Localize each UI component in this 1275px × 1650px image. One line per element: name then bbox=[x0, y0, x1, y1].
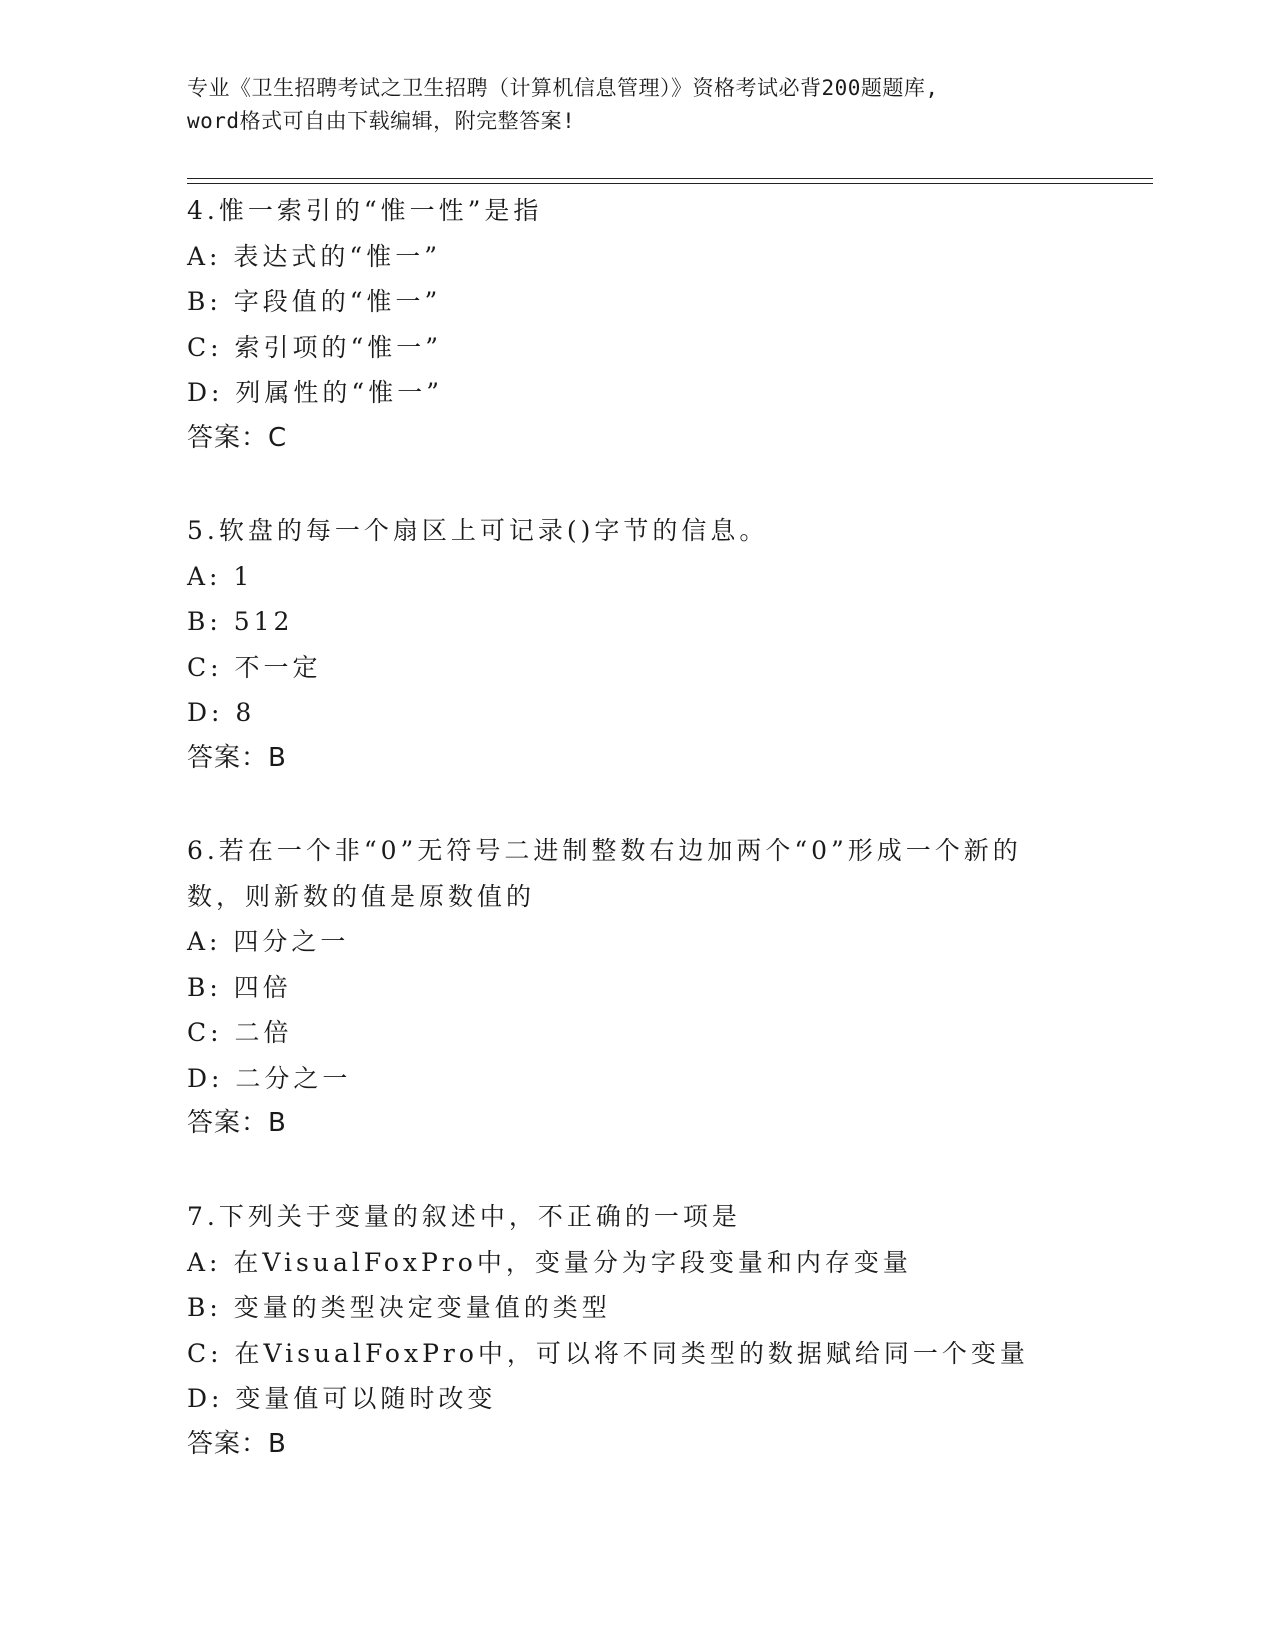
option-b: B: 四倍 bbox=[187, 972, 292, 1002]
answer-line: 答案：B bbox=[187, 1108, 287, 1138]
option-a: A: 四分之一 bbox=[187, 927, 350, 956]
header-divider-bottom bbox=[187, 183, 1153, 184]
header-line-2: word格式可自由下载编辑，附完整答案! bbox=[187, 109, 576, 133]
option-c: C: 在VisualFoxPro中，可以将不同类型的数据赋给同一个变量 bbox=[187, 1338, 1029, 1368]
option-b: B: 512 bbox=[187, 607, 294, 636]
option-a: A: 在VisualFoxPro中，变量分为字段变量和内存变量 bbox=[187, 1247, 912, 1277]
answer-line: 答案：B bbox=[187, 742, 287, 773]
answer-line: 答案：B bbox=[187, 1428, 287, 1459]
option-a: A: 表达式的“惟一” bbox=[187, 241, 441, 271]
option-d: D: 8 bbox=[187, 698, 256, 727]
option-d: D: 变量值可以随时改变 bbox=[187, 1384, 497, 1413]
question-stem: 5.软盘的每一个扇区上可记录()字节的信息。 bbox=[187, 516, 769, 545]
option-c: C: 二倍 bbox=[187, 1018, 293, 1047]
question-7 bbox=[187, 1194, 1087, 1467]
question-5 bbox=[187, 508, 1087, 781]
option-c: C: 不一定 bbox=[187, 652, 322, 682]
header-line-1: 专业《卫生招聘考试之卫生招聘（计算机信息管理）》资格考试必背200题题库, bbox=[187, 76, 939, 100]
question-stem-line-1: 6.若在一个非“0”无符号二进制整数右边加两个“0”形成一个新的 bbox=[187, 836, 1022, 865]
question-stem: 7.下列关于变量的叙述中，不正确的一项是 bbox=[187, 1202, 741, 1231]
option-d: D: 列属性的“惟一” bbox=[187, 378, 443, 407]
answer-line: 答案：C bbox=[187, 422, 288, 453]
option-b: B: 字段值的“惟一” bbox=[187, 287, 442, 316]
question-stem-line-2: 数，则新数的值是原数值的 bbox=[187, 881, 536, 911]
option-b: B: 变量的类型决定变量值的类型 bbox=[187, 1293, 611, 1322]
option-c: C: 索引项的“惟一” bbox=[187, 332, 443, 362]
header-divider-top bbox=[187, 178, 1153, 179]
document-header bbox=[187, 72, 1087, 138]
question-stem: 4.惟一索引的“惟一性”是指 bbox=[187, 196, 543, 225]
question-4 bbox=[187, 188, 1087, 461]
option-a: A: 1 bbox=[187, 561, 254, 591]
question-6 bbox=[187, 828, 1087, 1147]
option-d: D: 二分之一 bbox=[187, 1063, 352, 1093]
